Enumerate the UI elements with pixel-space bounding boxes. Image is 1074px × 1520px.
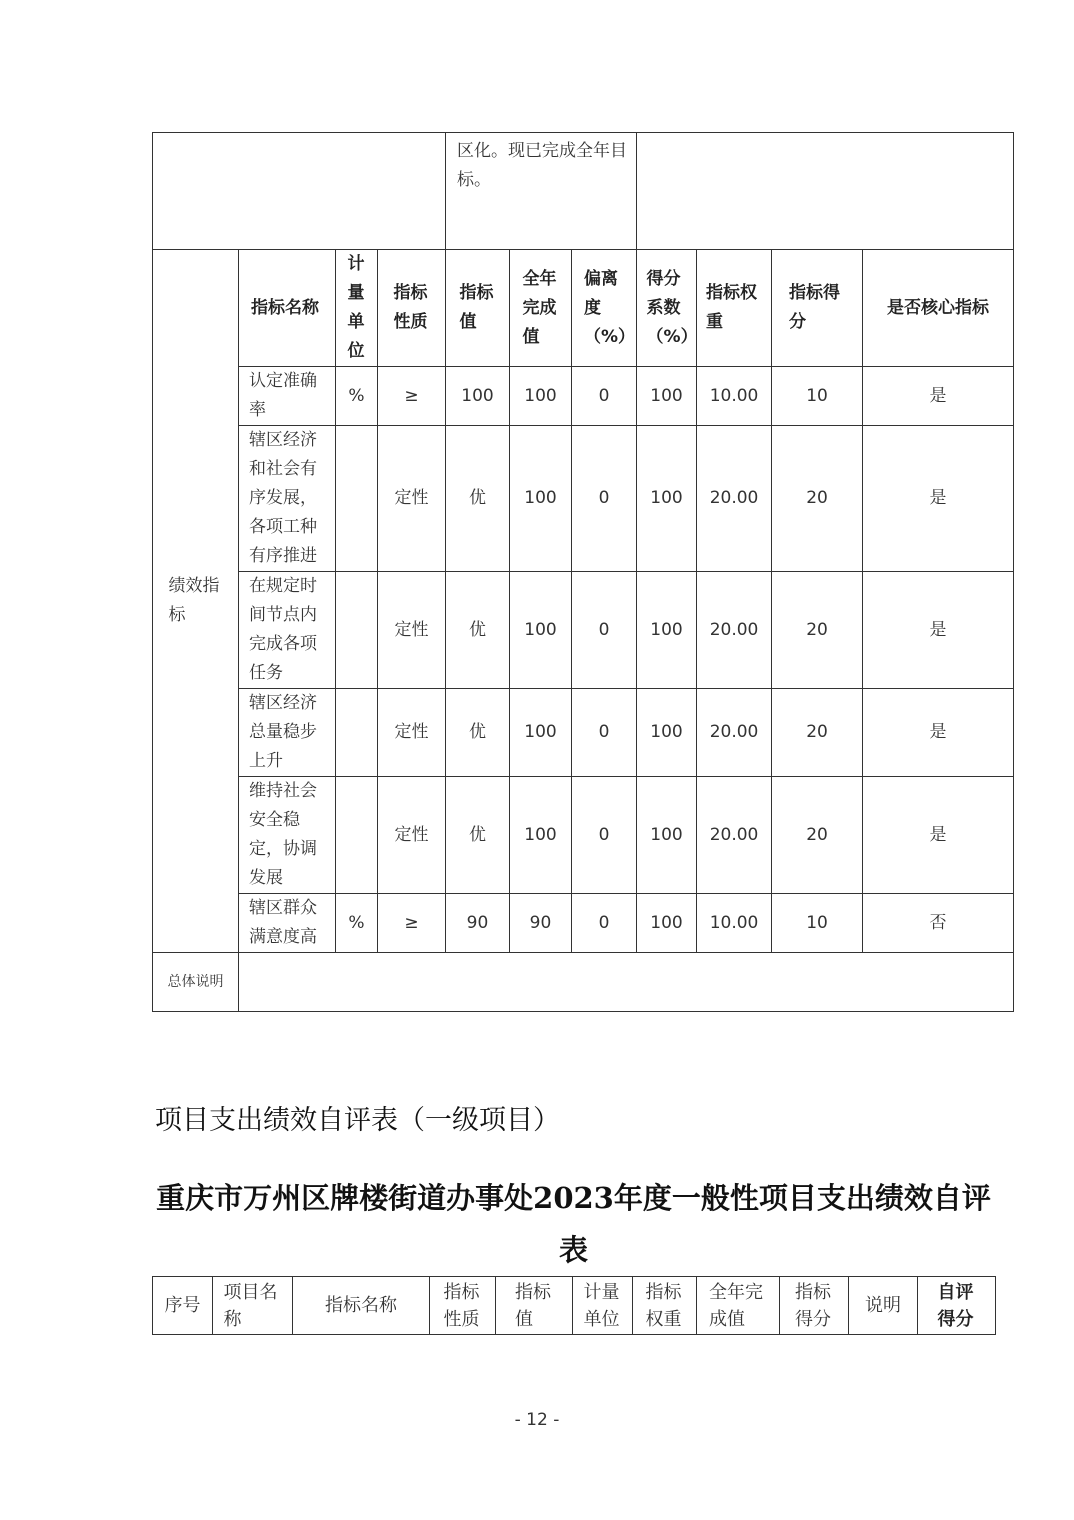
summary-label: 总体说明 — [153, 953, 239, 1012]
header-cell: 指标性质 — [378, 250, 446, 367]
header-cell: 指标名称 — [239, 250, 336, 367]
table-row — [153, 426, 1014, 572]
header-cell: 得分系数（%） — [637, 250, 697, 367]
header-cell: 是否核心指标 — [863, 250, 1014, 367]
group-label-cell — [153, 250, 239, 953]
indicator-coefficient: 100 — [637, 572, 697, 689]
indicator-unit — [336, 777, 378, 894]
header-cell: 自评得分 — [918, 1277, 996, 1335]
indicator-target: 优 — [446, 572, 510, 689]
header-cell: 指标名称 — [293, 1277, 430, 1335]
indicator-weight: 10.00 — [697, 894, 772, 953]
performance-indicator-table — [152, 132, 1014, 1012]
indicator-deviation: 0 — [572, 572, 637, 689]
indicator-target: 优 — [446, 426, 510, 572]
indicator-core: 是 — [863, 572, 1014, 689]
indicator-weight: 10.00 — [697, 367, 772, 426]
header-cell: 项目名称 — [213, 1277, 293, 1335]
group-label: 绩效指标 — [168, 576, 220, 625]
indicator-name: 辖区群众满意度高 — [239, 894, 336, 953]
project-expense-table — [152, 1276, 996, 1335]
indicator-actual: 100 — [510, 777, 572, 894]
header-row — [153, 1277, 996, 1335]
indicator-nature: ≥ — [378, 367, 446, 426]
indicator-deviation: 0 — [572, 894, 637, 953]
header-cell: 说明 — [849, 1277, 918, 1335]
indicator-nature: ≥ — [378, 894, 446, 953]
indicator-coefficient: 100 — [637, 689, 697, 777]
indicator-coefficient: 100 — [637, 426, 697, 572]
header-cell: 指标得分 — [780, 1277, 849, 1335]
indicator-core: 是 — [863, 367, 1014, 426]
indicator-coefficient: 100 — [637, 777, 697, 894]
table-row — [153, 894, 1014, 953]
indicator-target: 90 — [446, 894, 510, 953]
indicator-score: 20 — [772, 777, 863, 894]
indicator-nature: 定性 — [378, 426, 446, 572]
indicator-name: 在规定时间节点内完成各项任务 — [239, 572, 336, 689]
indicator-deviation: 0 — [572, 367, 637, 426]
indicator-score: 10 — [772, 367, 863, 426]
header-cell: 指标权重 — [697, 250, 772, 367]
header-cell: 指标性质 — [430, 1277, 496, 1335]
table-row — [153, 367, 1014, 426]
indicator-unit: % — [336, 367, 378, 426]
continued-row — [153, 133, 1014, 250]
indicator-unit — [336, 426, 378, 572]
page-number: - 12 - — [514, 1410, 560, 1430]
indicator-deviation: 0 — [572, 426, 637, 572]
summary-row — [153, 953, 1014, 1012]
indicator-score: 20 — [772, 689, 863, 777]
indicator-target: 优 — [446, 777, 510, 894]
indicator-actual: 100 — [510, 572, 572, 689]
indicator-actual: 100 — [510, 689, 572, 777]
indicator-unit — [336, 689, 378, 777]
header-cell: 全年完成值 — [697, 1277, 780, 1335]
indicator-core: 是 — [863, 777, 1014, 894]
indicator-unit — [336, 572, 378, 689]
indicator-weight: 20.00 — [697, 426, 772, 572]
summary-value — [239, 953, 1014, 1012]
header-row — [153, 250, 1014, 367]
table-row — [153, 572, 1014, 689]
indicator-core: 是 — [863, 689, 1014, 777]
indicator-weight: 20.00 — [697, 777, 772, 894]
indicator-score: 20 — [772, 572, 863, 689]
table-row — [153, 689, 1014, 777]
indicator-score: 20 — [772, 426, 863, 572]
indicator-unit: % — [336, 894, 378, 953]
header-cell: 指标值 — [446, 250, 510, 367]
indicator-actual: 100 — [510, 367, 572, 426]
indicator-nature: 定性 — [378, 777, 446, 894]
indicator-target: 优 — [446, 689, 510, 777]
indicator-core: 是 — [863, 426, 1014, 572]
header-cell: 序号 — [153, 1277, 213, 1335]
indicator-nature: 定性 — [378, 572, 446, 689]
table-row — [153, 777, 1014, 894]
header-cell: 偏离度（%） — [572, 250, 637, 367]
indicator-name: 维持社会安全稳定，协调发展 — [239, 777, 336, 894]
indicator-deviation: 0 — [572, 689, 637, 777]
indicator-weight: 20.00 — [697, 689, 772, 777]
header-cell: 计量单位 — [573, 1277, 633, 1335]
indicator-target: 100 — [446, 367, 510, 426]
header-cell: 指标权重 — [633, 1277, 697, 1335]
indicator-name: 辖区经济总量稳步上升 — [239, 689, 336, 777]
indicator-name: 辖区经济和社会有序发展，各项工种有序推进 — [239, 426, 336, 572]
indicator-coefficient: 100 — [637, 367, 697, 426]
indicator-score: 10 — [772, 894, 863, 953]
doc-title: 重庆市万州区牌楼街道办事处2023年度一般性项目支出绩效自评表 — [156, 1181, 991, 1267]
header-cell: 计量单位 — [336, 250, 378, 367]
indicator-core: 否 — [863, 894, 1014, 953]
continued-text: 区化。现已完成全年目标。 — [446, 133, 637, 250]
indicator-deviation: 0 — [572, 777, 637, 894]
header-cell: 全年完成值 — [510, 250, 572, 367]
header-cell: 指标值 — [496, 1277, 573, 1335]
indicator-actual: 100 — [510, 426, 572, 572]
indicator-weight: 20.00 — [697, 572, 772, 689]
header-cell: 指标得分 — [772, 250, 863, 367]
section-title: 项目支出绩效自评表（一级项目） — [155, 1105, 560, 1136]
indicator-actual: 90 — [510, 894, 572, 953]
indicator-name: 认定准确率 — [239, 367, 336, 426]
indicator-nature: 定性 — [378, 689, 446, 777]
indicator-coefficient: 100 — [637, 894, 697, 953]
